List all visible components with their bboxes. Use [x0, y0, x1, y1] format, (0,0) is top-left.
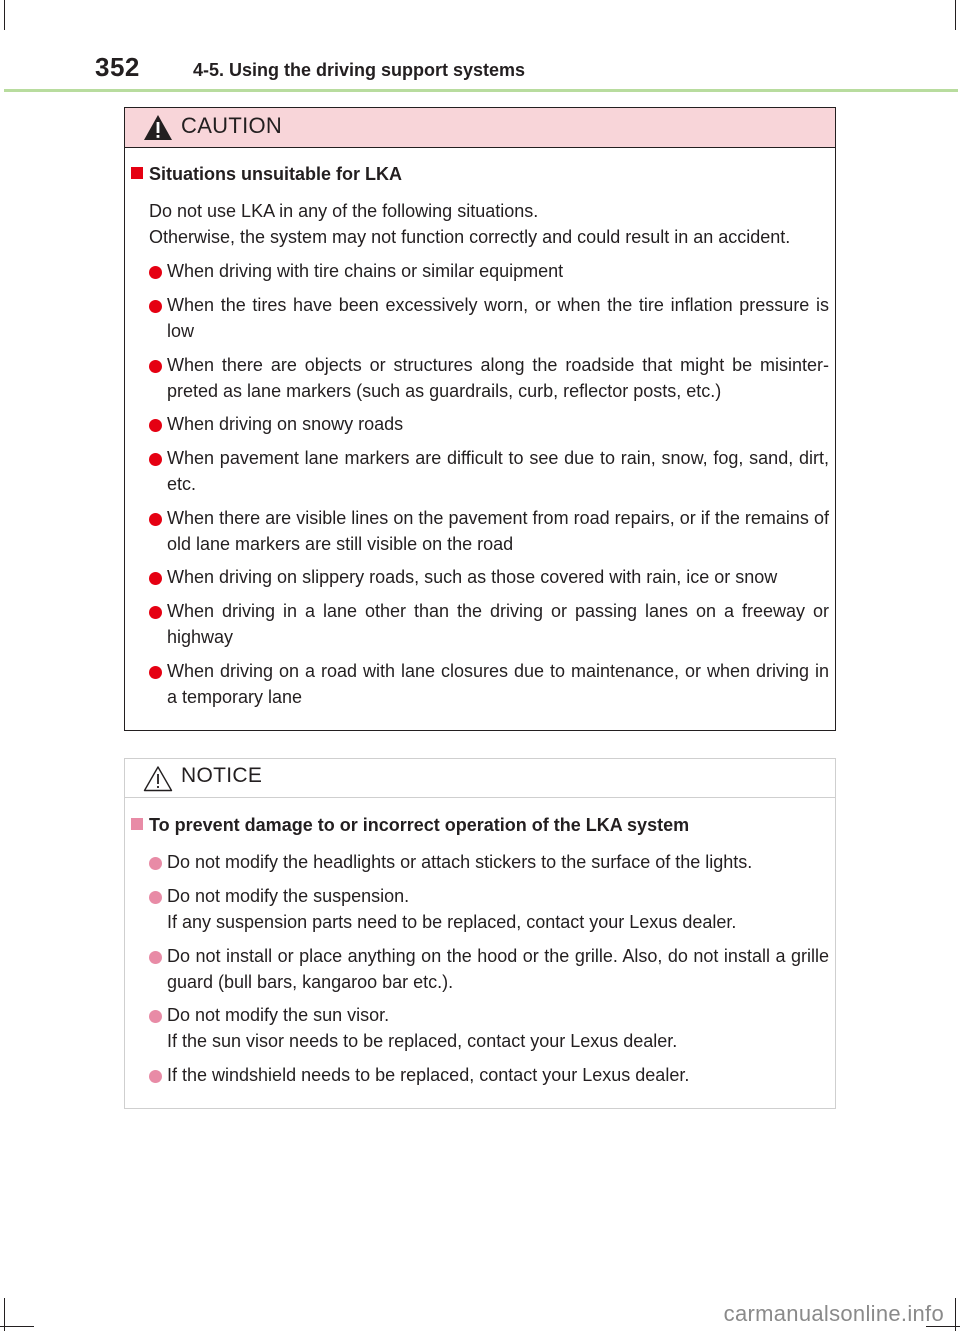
list-item: Do not modify the suspension. If any suspension parts need to be replaced, contact your Lexus dealer.	[149, 883, 829, 935]
crop-mark	[0, 1326, 34, 1327]
warning-triangle-icon	[143, 765, 173, 792]
caution-box	[124, 107, 836, 731]
bullet-dot-icon	[149, 606, 162, 619]
list-item: When driving on a road with lane closures due to maintenance, or when driving in a temporary lane	[149, 658, 829, 710]
bullet-dot-icon	[149, 453, 162, 466]
bullet-dot-icon	[149, 951, 162, 964]
bullet-dot-icon	[149, 1070, 162, 1083]
bullet-dot-icon	[149, 513, 162, 526]
bullet-dot-icon	[149, 266, 162, 279]
bullet-dot-icon	[149, 1010, 162, 1023]
notice-box	[124, 758, 836, 1109]
caution-intro-1: Do not use LKA in any of the following situations.	[149, 201, 539, 221]
header-rule	[4, 89, 958, 92]
bullet-dot-icon	[149, 360, 162, 373]
crop-mark	[955, 0, 956, 30]
caution-header	[125, 108, 835, 148]
caution-heading	[131, 164, 402, 185]
list-item: When driving on slippery roads, such as those covered with rain, ice or snow	[149, 564, 829, 590]
notice-heading-text: To prevent damage to or incorrect operation of the LKA system	[149, 815, 690, 835]
notice-header	[125, 759, 835, 798]
caution-heading-text: Situations unsuitable for LKA	[149, 164, 403, 184]
notice-label: NOTICE	[181, 764, 263, 787]
bullet-dot-icon	[149, 572, 162, 585]
list-item: When there are visible lines on the pavement from road repairs, or if the remains of old lane markers are still visible on the road	[149, 505, 829, 557]
list-item: When driving in a lane other than the driving or passing lanes on a freeway or highway	[149, 598, 829, 650]
list-item: When pavement lane markers are difficult to see due to rain, snow, fog, sand, dirt, etc.	[149, 445, 829, 497]
square-bullet-icon	[131, 167, 143, 179]
list-item: When there are objects or structures along the roadside that might be misinter-preted as lane markers (such as guardrails, curb, reflector posts, etc.)	[149, 352, 829, 404]
bullet-dot-icon	[149, 857, 162, 870]
list-item: Do not modify the sun visor. If the sun visor needs to be replaced, contact your Lexus dealer.	[149, 1002, 829, 1054]
list-item: Do not modify the headlights or attach stickers to the surface of the lights.	[149, 849, 829, 875]
list-item: Do not install or place anything on the hood or the grille. Also, do not install a grille guard (bull bars, kangaroo bar etc.).	[149, 943, 829, 995]
notice-heading	[131, 815, 689, 836]
page-header	[95, 52, 955, 90]
list-item: When the tires have been excessively worn, or when the tire inflation pressure is low	[149, 292, 829, 344]
bullet-dot-icon	[149, 891, 162, 904]
crop-mark	[4, 0, 5, 30]
page-number: 352	[95, 52, 140, 82]
warning-triangle-icon	[143, 114, 173, 141]
bullet-dot-icon	[149, 300, 162, 313]
caution-label: CAUTION	[181, 113, 283, 138]
bullet-dot-icon	[149, 419, 162, 432]
section-title: 4-5. Using the driving support systems	[193, 60, 526, 80]
watermark: carmanualsonline.info	[723, 1301, 944, 1326]
list-item: If the windshield needs to be replaced, contact your Lexus dealer.	[149, 1062, 829, 1088]
square-bullet-icon	[131, 818, 143, 830]
bullet-dot-icon	[149, 666, 162, 679]
list-item: When driving on snowy roads	[149, 411, 829, 437]
caution-intro-2: Otherwise, the system may not function correctly and could result in an accident.	[149, 227, 791, 247]
list-item: When driving with tire chains or similar equipment	[149, 258, 829, 284]
